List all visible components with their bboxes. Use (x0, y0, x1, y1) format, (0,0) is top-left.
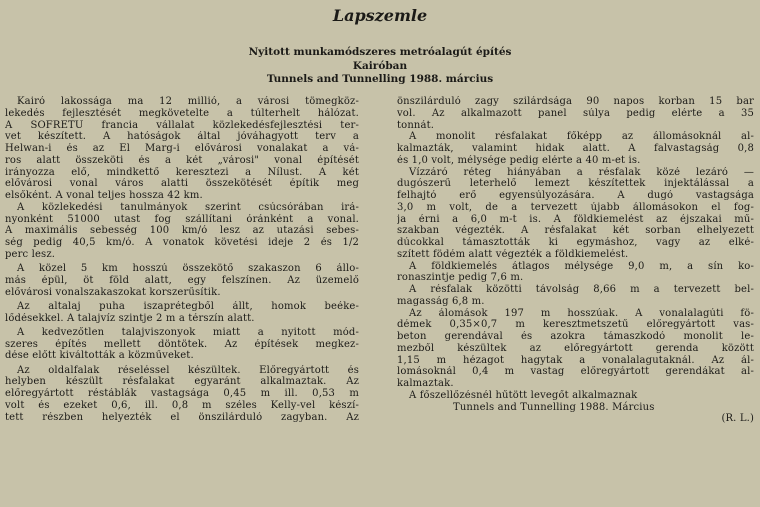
text-line: A közel 5 km hosszú összekötő szakaszon 6 állo- (17, 263, 359, 274)
text-line: volt és ezeket 0,6, ill. 0,8 m széles Kelly-vel készí- (5, 399, 359, 411)
text-line: Vízzáró réteg hiányában a résfalak közé lezáró — (409, 166, 754, 178)
text-line: szeres építés mellett döntötek. Az építések megkez- (5, 338, 359, 350)
article-column-right (397, 96, 754, 425)
text-line: elsőként. A vonal teljes hossza 42 km. (5, 190, 203, 201)
article-heading-line-1: Nyitott munkamódszeres metróalagút építés (248, 46, 512, 58)
text-line: irányozza elő, mindkettő keresztezi a Nílust. A két (5, 166, 359, 178)
text-line: dugószerű leterhelő lemezt készítettek injektálással a (397, 178, 754, 190)
text-line: ség pedig 40,5 km/ó. A vonatok követési ideje 2 és 1/2 (5, 237, 359, 248)
text-line: szakban végezték. A résfalakat két sorban elhelyezett (397, 225, 754, 237)
page-title: Lapszemle (332, 6, 428, 25)
text-line: A monolit résfalakat főképp az állomásoknál al- (409, 131, 754, 143)
text-line: önszilárduló zagy szilárdsága 90 napos korban 15 bar (397, 96, 754, 107)
text-line: előregyártott réstáblák vastagsága 0,45 m ill. 0,53 m (5, 388, 359, 399)
text-line: A SOFRETU francia vállalat közlekedésfejlesztési ter- (5, 119, 359, 131)
text-line: vol. Az alkalmazott panel súlya pedig elérte a 35 (397, 107, 754, 119)
text-line: Helwan-i és az El Marg-i elővárosi vonalakat a vá- (5, 143, 359, 154)
article-heading (0, 46, 760, 87)
text-line: Kairó lakossága ma 12 millió, a városi tömegköz- (17, 96, 359, 107)
text-line: A résfalak közötti távolság 8,66 m a tervezett bel- (409, 284, 754, 295)
text-line: és 1,0 volt, mélysége pedig elérte a 40 m-et is. (397, 154, 641, 166)
text-line: 3,0 m volt, de a tervezett újabb állomásokon el fog- (397, 201, 754, 213)
text-line: mezből készültek az előregyártott gerenda között (397, 342, 754, 354)
article-heading-line-2: Kairóban (352, 59, 408, 72)
article-column-left (5, 96, 359, 423)
text-line: felhajtó erő egyensúlyozására. A dugó vastagsága (397, 190, 754, 201)
text-line: A főszellőzésnél hűtött levegőt alkalmaznak (409, 389, 638, 401)
text-line: ronaszintje pedig 7,6 m. (397, 272, 524, 284)
source-citation: Tunnels and Tunnelling 1988. Március (453, 401, 655, 413)
text-line: szített födém alatt végezték a földkiemelést. (397, 248, 629, 260)
text-line: 1,15 m hézagot hagytak a vonalalagutaknál. Az ál- (397, 354, 754, 366)
text-line: dése előtt kiváltották a közműveket. (5, 350, 194, 362)
text-line: elővárosi vonal város alatti összekötését építik meg (5, 178, 359, 190)
text-line: helyben készült résfalakat egyaránt alkalmaztak. Az (5, 376, 359, 388)
text-line: A közlekedési tanulmányok szerint csúcsórában irá- (17, 201, 359, 213)
text-line: Az álomások 197 m hosszúak. A vonalalagúti fö- (409, 307, 754, 319)
text-line: más épül, öt föld alatt, egy felszínen. Az üzemelő (5, 274, 359, 286)
text-line: Az oldalfalak réseléssel készültek. Előregyártott és (17, 364, 359, 376)
text-line: kalmaztak. (397, 378, 454, 389)
text-line: magasság 6,8 m. (397, 295, 485, 307)
text-line: Az altalaj puha iszaprétegből állt, homok beéke- (17, 300, 359, 312)
text-line: A kedvezőtlen talajviszonyok miatt a nyitott mód- (17, 326, 359, 338)
text-line: nyonként 51000 utast fog szállítani óránként a vonal. (5, 213, 359, 225)
text-line: lődésekkel. A talajvíz szintje 2 m a térszín alatt. (5, 312, 255, 324)
text-line: tett részben helyezték el önszilárduló zagyban. Az (5, 411, 359, 423)
text-line: A maximális sebesség 100 km/ó lesz az utazási sebes- (5, 225, 359, 237)
author-initials: (R. L.) (721, 413, 754, 425)
text-line: vet készített. A hatóságok által jóváhagyott terv a (5, 131, 359, 143)
text-line: tonnát. (397, 119, 435, 131)
text-line: kalmazták, valamint hidak alatt. A falvastagság 0,8 (397, 143, 754, 154)
text-line: démek 0,35×0,7 m keresztmetszetű előregyártott vas- (397, 319, 754, 331)
text-line: ros alatt összeköti és a két „városi" vonal építését (5, 154, 359, 166)
text-line: beton gerendával és azokra támaszkodó monolit le- (397, 331, 754, 342)
text-line: elővárosi vonalszakaszokat korszerűsítik. (5, 286, 221, 298)
text-line: lomásoknál 0,4 m vastag előregyártott gerendákat al- (397, 366, 754, 378)
text-line: ja érni a 6,0 m-t is. A földkiemelést az éjszakai mű- (397, 213, 754, 225)
text-line: perc lesz. (5, 248, 56, 260)
text-line: A földkiemelés átlagos mélysége 9,0 m, a sín ko- (409, 260, 754, 272)
text-line: dúcokkal támasztották ki egymáshoz, vagy az elké- (397, 237, 754, 248)
article-heading-line-3: Tunnels and Tunnelling 1988. március (266, 73, 494, 85)
text-line: lekedés fejlesztését megkövetelte a túlterhelt hálózat. (5, 107, 359, 119)
